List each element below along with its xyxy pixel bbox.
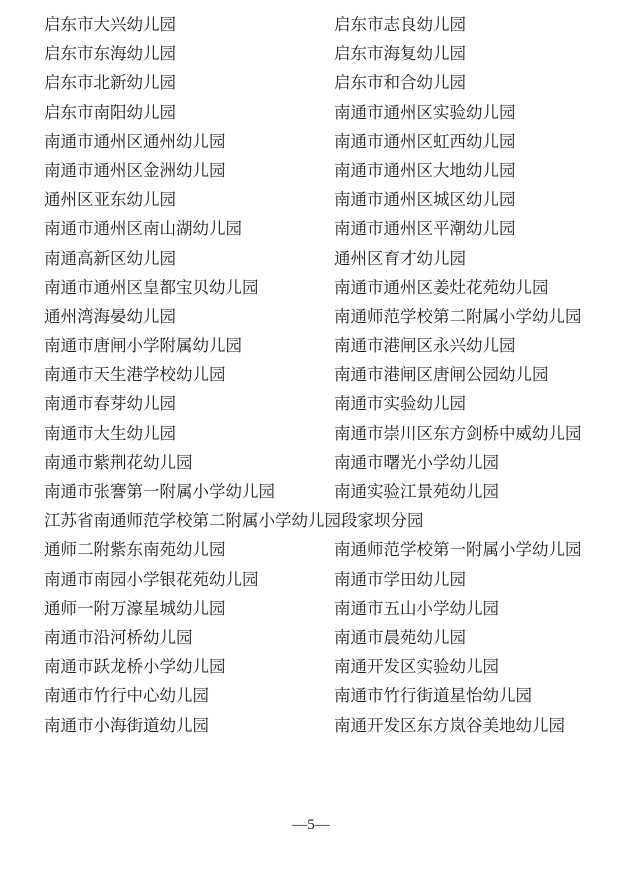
list-row [44, 127, 604, 156]
list-item-left: 启东市东海幼儿园 [44, 44, 176, 64]
list-row [44, 39, 604, 68]
list-item-left: 南通市竹行中心幼儿园 [44, 686, 209, 706]
list-row [44, 389, 604, 418]
list-item-right: 南通市通州区虹西幼儿园 [334, 131, 516, 151]
list-item-right: 启东市和合幼儿园 [334, 73, 466, 93]
list-item-right: 南通市港闸区永兴幼儿园 [334, 336, 516, 356]
list-item-left: 通州区亚东幼儿园 [44, 190, 176, 210]
list-item-right: 南通市通州区实验幼儿园 [334, 102, 516, 122]
list-item-right: 启东市志良幼儿园 [334, 15, 466, 34]
list-item-left: 南通市张謇第一附属小学幼儿园 [44, 482, 275, 501]
list-row [44, 477, 604, 506]
list-item-left: 南通市紫荆花幼儿园 [44, 452, 193, 472]
list-row [44, 594, 604, 623]
list-item-right: 启东市海复幼儿园 [334, 44, 466, 64]
list-item-left: 通师一附万濠星城幼儿园 [44, 598, 226, 618]
list-row [44, 448, 604, 477]
list-row [44, 623, 604, 652]
list-item-right: 南通市五山小学幼儿园 [334, 598, 499, 618]
kindergarten-list [44, 10, 604, 740]
list-row [44, 68, 604, 97]
list-item-left: 启东市大兴幼儿园 [44, 15, 176, 34]
list-row [44, 331, 604, 360]
list-row [44, 506, 604, 535]
list-row [44, 681, 604, 710]
list-item-right: 南通市港闸区唐闸公园幼儿园 [334, 365, 549, 385]
list-item-left: 南通市小海街道幼儿园 [44, 715, 209, 735]
list-item-left: 通师二附紫东南苑幼儿园 [44, 540, 226, 560]
list-row [44, 711, 604, 740]
list-row [44, 565, 604, 594]
list-item-left: 南通市天生港学校幼儿园 [44, 365, 226, 385]
list-item-right: 南通市通州区城区幼儿园 [334, 190, 516, 210]
list-row [44, 185, 604, 214]
list-row [44, 156, 604, 185]
list-row [44, 419, 604, 448]
list-item-right: 南通市崇川区东方剑桥中威幼儿园 [334, 423, 582, 443]
list-item-right: 南通开发区东方岚谷美地幼儿园 [334, 715, 565, 735]
list-item-left: 南通市南园小学银花苑幼儿园 [44, 569, 259, 589]
list-item-left: 南通市沿河桥幼儿园 [44, 627, 193, 647]
list-item-right: 南通市实验幼儿园 [334, 394, 466, 414]
list-item-left: 南通高新区幼儿园 [44, 248, 176, 268]
list-row [44, 244, 604, 273]
list-item-right: 南通市竹行街道星怡幼儿园 [334, 686, 532, 706]
list-item-left: 南通市跃龙桥小学幼儿园 [44, 657, 226, 677]
list-row [44, 273, 604, 302]
list-item-full: 江苏省南通师范学校第二附属小学幼儿园段家坝分园 [44, 511, 424, 531]
list-item-left: 南通市大生幼儿园 [44, 423, 176, 443]
list-row [44, 360, 604, 389]
list-item-right: 南通市曙光小学幼儿园 [334, 452, 499, 472]
list-row [44, 302, 604, 331]
list-item-left: 南通市通州区皇都宝贝幼儿园 [44, 277, 259, 297]
page-number: —5— [292, 817, 330, 833]
list-item-right: 南通市学田幼儿园 [334, 569, 466, 589]
list-row [44, 10, 604, 39]
list-item-right: 南通市晨苑幼儿园 [334, 627, 466, 647]
list-item-left: 南通市春芽幼儿园 [44, 394, 176, 414]
list-item-left: 南通市通州区南山湖幼儿园 [44, 219, 242, 239]
list-item-left: 通州湾海晏幼儿园 [44, 306, 176, 326]
list-item-right: 通州区育才幼儿园 [334, 248, 466, 268]
list-item-left: 南通市通州区金洲幼儿园 [44, 160, 226, 180]
list-item-right: 南通师范学校第二附属小学幼儿园 [334, 306, 582, 326]
list-row [44, 535, 604, 564]
list-item-left: 南通市唐闸小学附属幼儿园 [44, 336, 242, 356]
list-item-right: 南通市通州区姜灶花苑幼儿园 [334, 277, 549, 297]
list-item-right: 南通市通州区大地幼儿园 [334, 160, 516, 180]
list-item-left: 南通市通州区通州幼儿园 [44, 131, 226, 151]
list-item-left: 启东市北新幼儿园 [44, 73, 176, 93]
list-row [44, 214, 604, 243]
list-row [44, 652, 604, 681]
list-item-left: 启东市南阳幼儿园 [44, 102, 176, 122]
list-item-right: 南通师范学校第一附属小学幼儿园 [334, 540, 582, 560]
list-item-right: 南通市通州区平潮幼儿园 [334, 219, 516, 239]
list-item-right: 南通实验江景苑幼儿园 [334, 482, 499, 501]
list-item-right: 南通开发区实验幼儿园 [334, 657, 499, 677]
list-row [44, 98, 604, 127]
